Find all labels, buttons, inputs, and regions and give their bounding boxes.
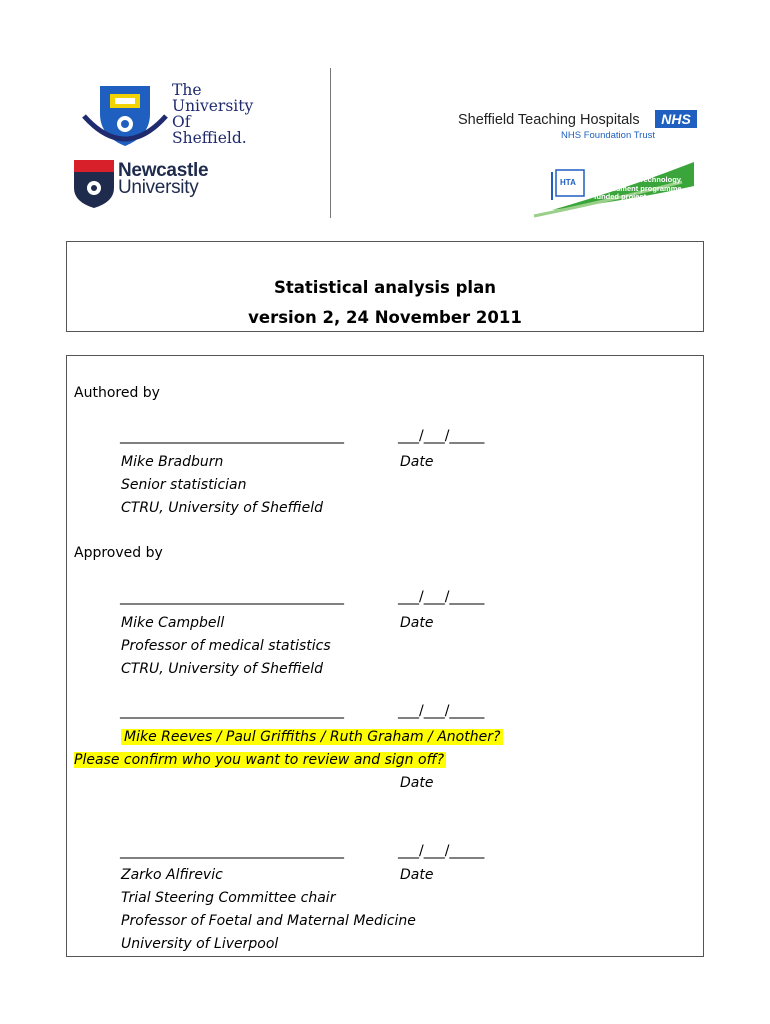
signature-line: ________________________________	[120, 428, 344, 444]
date-line: ___/___/_____	[398, 428, 485, 444]
signature-line: ________________________________	[120, 843, 344, 859]
approver-name: Mike Campbell	[121, 615, 225, 631]
date-line: ___/___/_____	[398, 703, 485, 719]
approver-candidates: Mike Reeves / Paul Griffiths / Ruth Graham / Another?	[121, 729, 503, 745]
approver-name: Zarko Alfirevic	[121, 867, 223, 883]
author-role: Senior statistician	[121, 477, 247, 493]
newcastle-wordmark-line1: Newcastle	[118, 160, 209, 181]
date-line: ___/___/_____	[398, 843, 485, 859]
sth-subtitle: NHS Foundation Trust	[561, 130, 655, 141]
date-line: ___/___/_____	[398, 589, 485, 605]
authored-heading: Authored by	[74, 385, 160, 401]
date-label: Date	[400, 775, 434, 791]
date-label: Date	[400, 867, 434, 883]
hta-caption: NIHR Health Technology Assessment programme funded project	[594, 175, 682, 201]
author-name: Mike Bradburn	[121, 454, 224, 470]
newcastle-university-logo	[72, 160, 116, 208]
university-of-sheffield-logo	[80, 80, 170, 150]
signature-line: ________________________________	[120, 589, 344, 605]
approved-heading: Approved by	[74, 545, 163, 561]
university-of-sheffield-wordmark: The University Of Sheffield.	[172, 81, 254, 147]
author-org: CTRU, University of Sheffield	[121, 500, 323, 516]
newcastle-wordmark-line2: University	[118, 177, 199, 198]
approver-org: University of Liverpool	[121, 936, 279, 952]
signature-line: ________________________________	[120, 703, 344, 719]
date-label: Date	[400, 615, 434, 631]
approver-role: Trial Steering Committee chair	[121, 890, 336, 906]
sth-name: Sheffield Teaching Hospitals	[458, 112, 640, 128]
sheffield-crest-icon	[80, 80, 170, 150]
approver-org: CTRU, University of Sheffield	[121, 661, 323, 677]
logo-divider	[330, 68, 331, 218]
document-title: Statistical analysis plan	[274, 278, 496, 297]
approver-role-2: Professor of Foetal and Maternal Medicine	[121, 913, 416, 929]
newcastle-crest-icon	[72, 160, 116, 208]
nhs-badge: NHS	[655, 110, 697, 128]
document-version: version 2, 24 November 2011	[248, 308, 522, 327]
approver-role: Professor of medical statistics	[121, 638, 331, 654]
review-note: Please confirm who you want to review and sign off?	[74, 752, 445, 768]
date-label: Date	[400, 454, 434, 470]
hta-badge: HTA	[560, 178, 576, 187]
